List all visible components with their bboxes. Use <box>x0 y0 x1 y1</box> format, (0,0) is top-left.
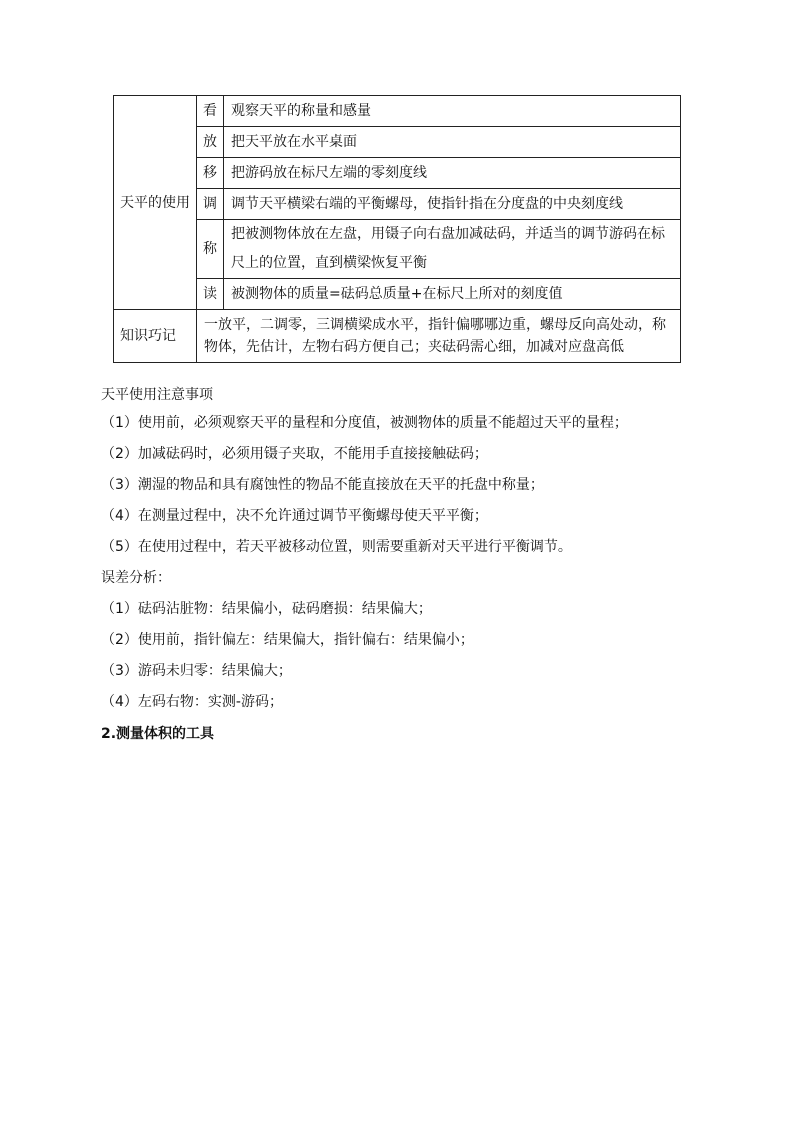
table-row <box>114 158 681 189</box>
tip-label: 知识巧记 <box>114 310 197 363</box>
error-item: （1）砝码沾脏物：结果偏小，砝码磨损：结果偏大； <box>101 601 432 617</box>
section-heading: 2.测量体积的工具 <box>101 726 215 742</box>
precaution-item: （4）在测量过程中，决不允许通过调节平衡螺母使天平平衡； <box>101 508 488 524</box>
step-key: 移 <box>197 158 224 189</box>
table-row <box>114 127 681 158</box>
step-description: 被测物体的质量=砝码总质量+在标尺上所对的刻度值 <box>224 279 681 310</box>
precautions-title: 天平使用注意事项 <box>101 387 213 403</box>
error-analysis-title: 误差分析： <box>101 570 171 586</box>
step-key: 放 <box>197 127 224 158</box>
table-row-tip <box>114 310 681 363</box>
step-key: 称 <box>197 220 224 279</box>
notes-section <box>101 382 701 750</box>
step-description: 把天平放在水平桌面 <box>224 127 681 158</box>
table-row <box>114 279 681 310</box>
step-description: 调节天平横梁右端的平衡螺母，使指针指在分度盘的中央刻度线 <box>224 189 681 220</box>
tip-text: 一放平，二调零，三调横梁成水平，指针偏哪哪边重，螺母反向高处动，称物体，先估计，左物右码方便自己；夹砝码需心细，加减对应盘高低 <box>197 310 681 363</box>
table-row <box>114 220 681 279</box>
step-description: 把游码放在标尺左端的零刻度线 <box>224 158 681 189</box>
category-cell: 天平的使用 <box>114 96 197 310</box>
step-key: 看 <box>197 96 224 127</box>
precaution-item: （5）在使用过程中，若天平被移动位置，则需要重新对天平进行平衡调节。 <box>101 539 572 555</box>
step-description: 把被测物体放在左盘，用镊子向右盘加减砝码，并适当的调节游码在标尺上的位置，直到横梁恢复平衡 <box>224 220 681 279</box>
table-row <box>114 189 681 220</box>
precaution-item: （3）潮湿的物品和具有腐蚀性的物品不能直接放在天平的托盘中称量； <box>101 477 544 493</box>
step-description: 观察天平的称量和感量 <box>224 96 681 127</box>
balance-usage-table <box>113 95 681 363</box>
error-item: （3）游码未归零：结果偏大； <box>101 663 292 679</box>
error-item: （2）使用前，指针偏左：结果偏大，指针偏右：结果偏小； <box>101 632 474 648</box>
table-row <box>114 96 681 127</box>
step-key: 读 <box>197 279 224 310</box>
error-item: （4）左码右物：实测-游码； <box>101 694 283 710</box>
precaution-item: （2）加减砝码时，必须用镊子夹取，不能用手直接接触砝码； <box>101 446 488 462</box>
precaution-item: （1）使用前，必须观察天平的量程和分度值，被测物体的质量不能超过天平的量程； <box>101 415 628 431</box>
step-key: 调 <box>197 189 224 220</box>
